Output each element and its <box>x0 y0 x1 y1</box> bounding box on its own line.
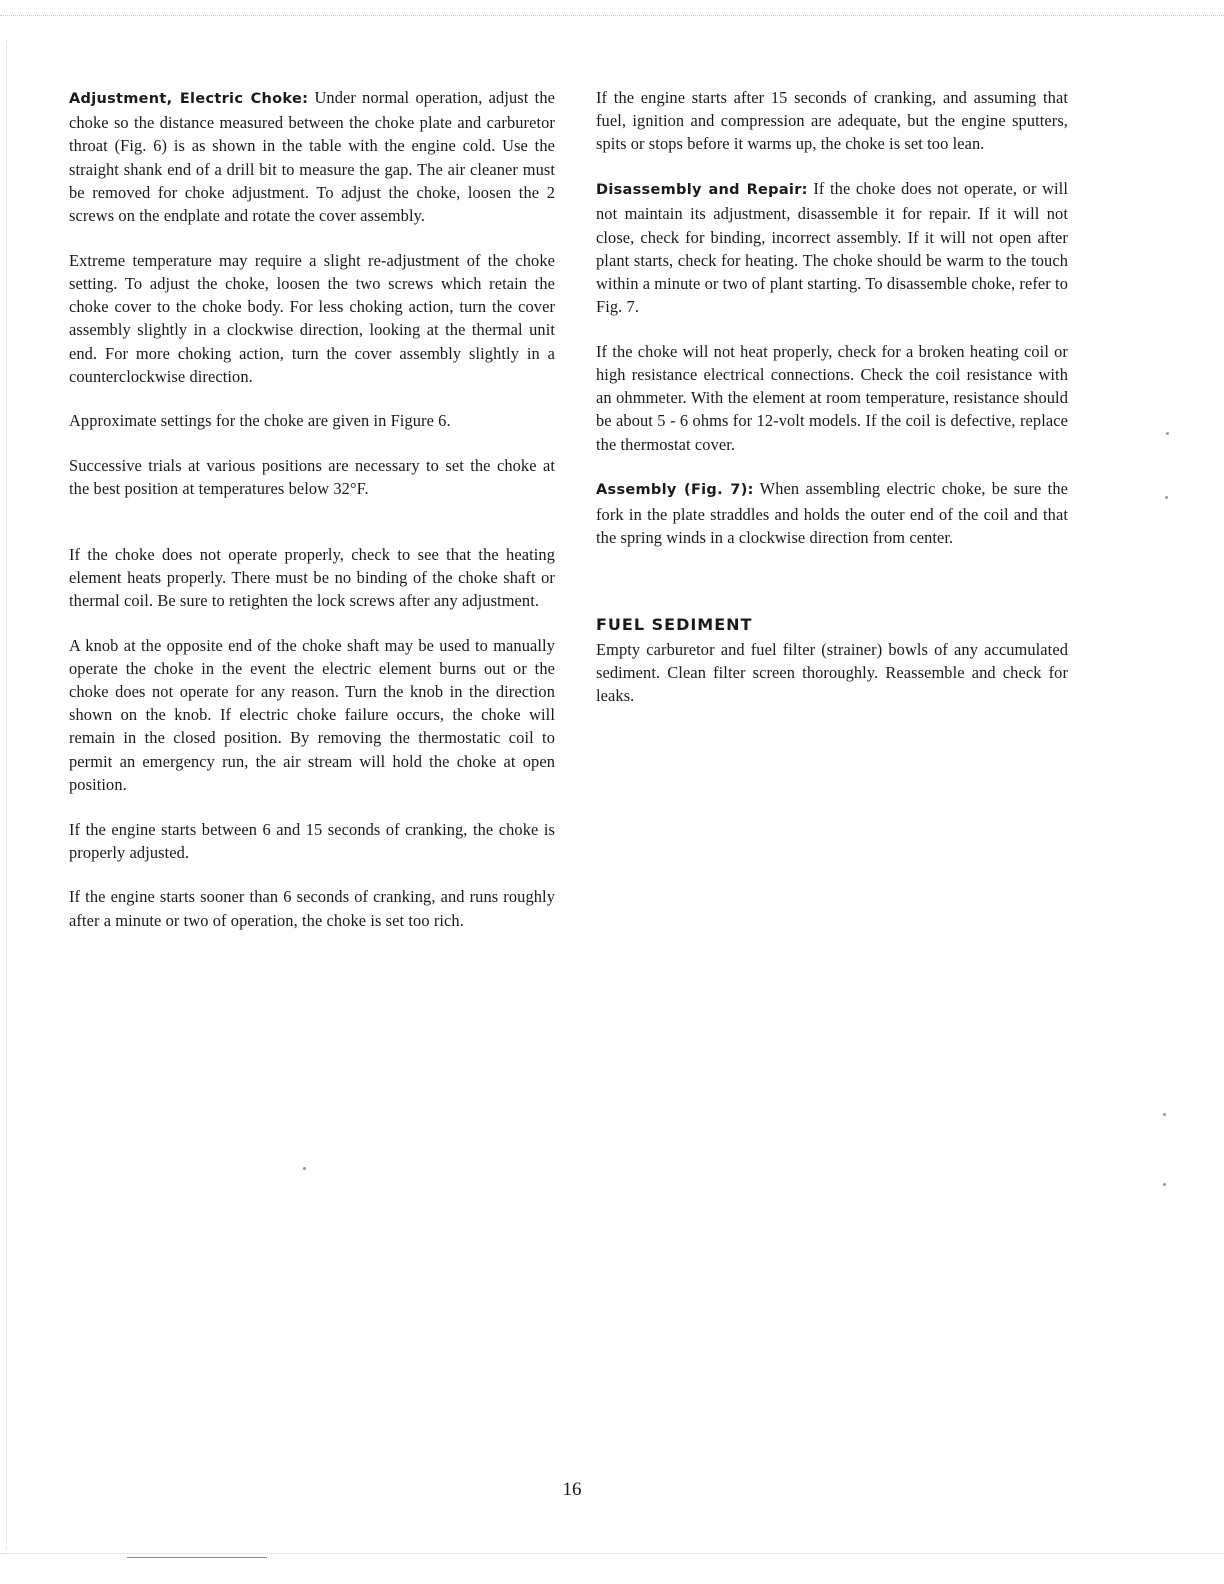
run-in-heading: Disassembly and Repair: <box>596 182 808 199</box>
scan-artifact-bar <box>127 1557 267 1558</box>
paragraph-too-lean: If the engine starts after 15 seconds of cranking, and assuming that fuel, ignition and compression are adequate, but the engine sputters, spits or stops before it warms up, the choke is set too lean. <box>596 88 1068 154</box>
page-number: 16 <box>562 1479 582 1500</box>
section-heading-fuel-sediment: FUEL SEDIMENT <box>596 614 753 634</box>
scan-edge-bottom <box>0 1553 1224 1555</box>
scan-speck <box>1163 1183 1166 1186</box>
paragraph-disassembly-repair <box>596 177 1068 318</box>
paragraph-electric-choke-adjustment <box>69 86 555 227</box>
paragraph-heating-coil: If the choke will not heat properly, check for a broken heating coil or high resistance electrical connections. Check the coil resistance with an ohmmeter. With the element at room temperature, resistance should be about 5 - 6 ohms for 12-volt models. If the coil is defective, replace the thermostat cover. <box>596 341 1068 454</box>
scan-speck <box>1163 1113 1166 1116</box>
scan-speck <box>1166 432 1169 435</box>
paragraph-manual-knob: A knob at the opposite end of the choke shaft may be used to manually operate the choke in the event the electric element burns out or the choke does not operate for any reason. Turn the knob in the direction shown on the knob. If electric choke failure occurs, the choke will remain in the closed position. By removing the thermostatic coil to permit an emergency run, the air stream will hold the choke at open position. <box>69 635 555 794</box>
paragraph-proper-adjustment: If the engine starts between 6 and 15 seconds of cranking, the choke is properly adjusted. <box>69 819 555 862</box>
left-column <box>69 86 555 932</box>
paragraph-successive-trials: Successive trials at various positions are necessary to set the choke at the best position at temperatures below 32°F. <box>69 456 555 499</box>
run-in-heading: Assembly (Fig. 7): <box>596 482 754 499</box>
run-in-heading: Adjustment, Electric Choke: <box>69 91 309 107</box>
scan-speck <box>1165 496 1168 499</box>
paragraph-heating-element: If the choke does not operate properly, check to see that the heating element heats properly. There must be no binding of the choke shaft or thermal coil. Be sure to retighten the lock screws after any adjustment. <box>69 544 555 610</box>
paragraph-approximate-settings: Approximate settings for the choke are given in Figure 6. <box>69 411 451 431</box>
paragraph-extreme-temperature: Extreme temperature may require a slight re-adjustment of the choke setting. To adjust the choke, loosen the two screws which retain the choke cover to the choke body. For less choking action, turn the cover assembly slightly in a clockwise direction, looking at the thermal unit end. For more choking action, turn the cover assembly slightly in a counterclockwise direction. <box>69 250 555 386</box>
paragraph-text: Under normal operation, adjust the choke so the distance measured between the choke plate and carburetor throat (Fig. 6) is as shown in the table with the engine cold. Use the straight shank end of a drill bit to measure the gap. The air cleaner must be removed for choke adjustment. To adjust the choke, loosen the 2 screws on the endplate and rotate the cover assembly. <box>69 88 555 226</box>
scan-speck <box>303 1167 306 1170</box>
paragraph-text: If the choke does not operate, or will not maintain its adjustment, disassemble it for repair. If it will not close, check for binding, incorrect assembly. If it will not open after plant starts, check for heating. The choke should be warm to the touch within a minute or two of plant starting. To disassemble choke, refer to Fig. 7. <box>596 179 1068 317</box>
paragraph-fuel-sediment: Empty carburetor and fuel filter (strainer) bowls of any accumulated sediment. Clean filter screen thoroughly. Reassemble and check for leaks. <box>596 639 1068 706</box>
paragraph-too-rich: If the engine starts sooner than 6 seconds of cranking, and runs roughly after a minute or two of operation, the choke is set too rich. <box>69 887 555 930</box>
right-column <box>596 86 1068 708</box>
paragraph-assembly <box>596 477 1068 549</box>
paragraph-text: When assembling electric choke, be sure the fork in the plate straddles and holds the outer end of the coil and that the spring winds in a clockwise direction from center. <box>596 479 1068 547</box>
scan-edge-left <box>6 40 8 1550</box>
scan-edge-top <box>0 15 1224 17</box>
